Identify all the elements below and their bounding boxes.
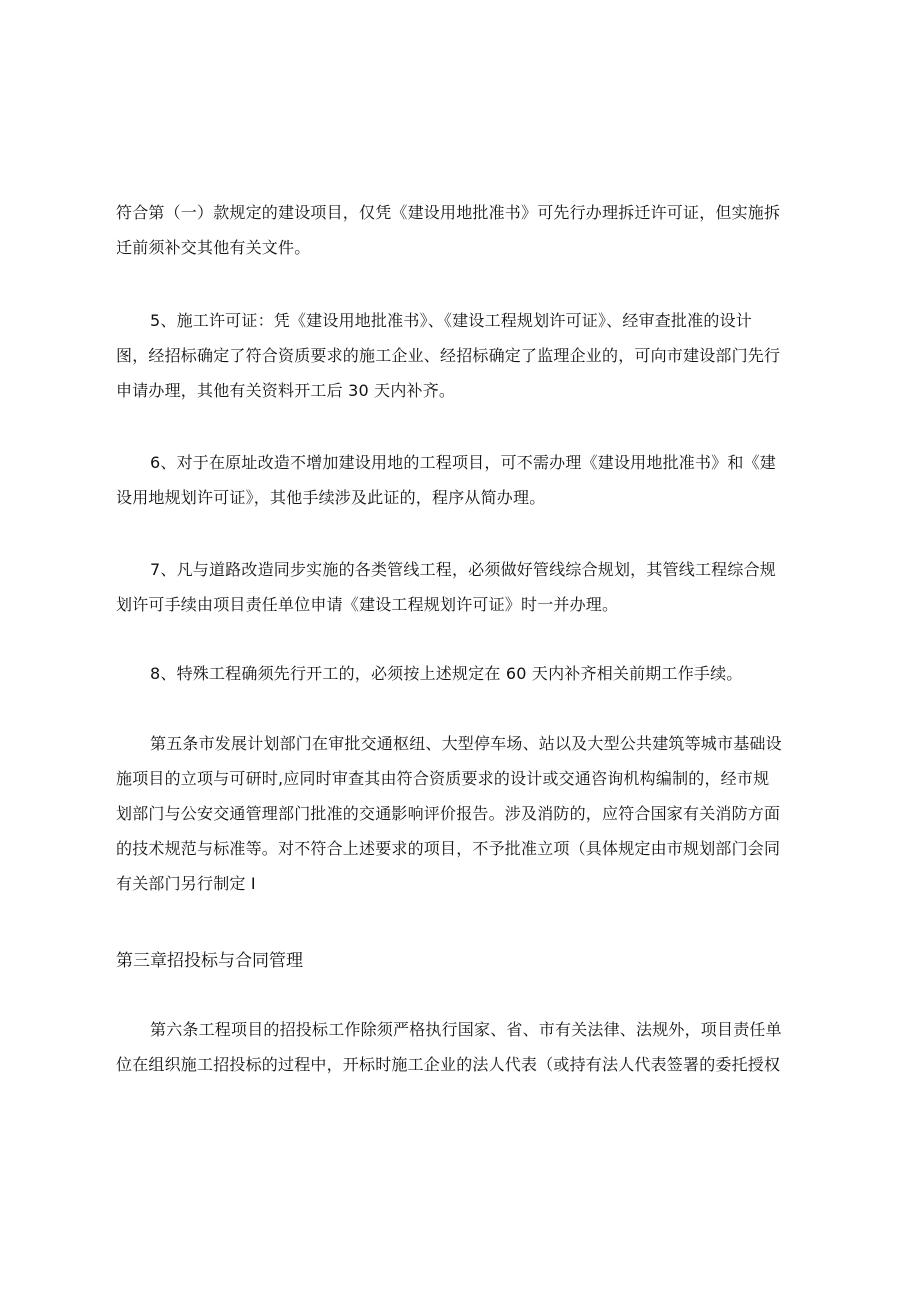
- paragraph-1-line-1: 符合第（一）款规定的建设项目，仅凭《建设用地批准书》可先行办理拆迁许可证，但实施拆: [116, 203, 781, 222]
- paragraph-1-line-2: 迁前须补交其他有关文件。: [116, 238, 311, 257]
- paragraph-item-7-line-2: 划许可手续由项目责任单位申请《建设工程规划许可证》时一并办理。: [116, 595, 619, 614]
- paragraph-item-6-line-2: 设用地规划许可证》，其他手续涉及此证的，程序从简办理。: [116, 488, 546, 507]
- paragraph-item-5-line-1: 5、施工许可证：凭《建设用地批准书》、《建设工程规划许可证》、经审查批准的设计: [150, 311, 752, 330]
- article-5-line-1: 第五条市发展计划部门在审批交通枢纽、大型停车场、站以及大型公共建筑等城市基础设: [150, 734, 782, 753]
- paragraph-item-5-line-3: 申请办理，其他有关资料开工后 30 天内补齐。: [116, 381, 456, 400]
- article-5-line-2: 施项目的立项与可研时,应同时审查其由符合资质要求的设计或交通咨询机构编制的，经市规: [116, 769, 770, 788]
- article-5-line-4: 的技术规范与标准等。对不符合上述要求的项目，不予批准立项（具体规定由市规划部门会同: [116, 839, 781, 858]
- paragraph-item-5-line-2: 图，经招标确定了符合资质要求的施工企业、经招标确定了监理企业的，可向市建设部门先行: [116, 346, 781, 365]
- paragraph-item-6-line-1: 6、对于在原址改造不增加建设用地的工程项目，可不需办理《建设用地批准书》和《建: [150, 453, 776, 472]
- chapter-heading: 第三章招投标与合同管理: [116, 951, 303, 971]
- paragraph-item-8-line-1: 8、特殊工程确须先行开工的，必须按上述规定在 60 天内补齐相关前期工作手续。: [150, 664, 743, 683]
- article-5-line-3: 划部门与公安交通管理部门批准的交通影响评价报告。涉及消防的，应符合国家有关消防方面: [116, 804, 781, 823]
- article-5-line-5: 有关部门另行制定 I: [116, 874, 256, 893]
- article-6-line-2: 位在组织施工招投标的过程中，开标时施工企业的法人代表（或持有法人代表签署的委托授权: [116, 1055, 781, 1074]
- article-6-line-1: 第六条工程项目的招投标工作除须严格执行国家、省、市有关法律、法规外，项目责任单: [150, 1020, 782, 1039]
- paragraph-item-7-line-1: 7、凡与道路改造同步实施的各类管线工程，必须做好管线综合规划，其管线工程综合规: [150, 560, 776, 579]
